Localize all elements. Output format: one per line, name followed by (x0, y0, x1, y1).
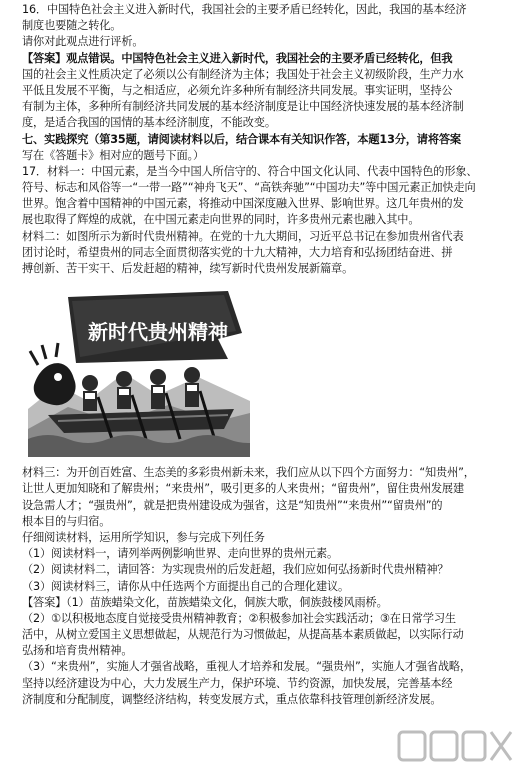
document-page (22, 2, 500, 708)
text-line: 请你对此观点进行评析。 (22, 35, 144, 49)
text-line: 【答案】（1）苗族蜡染文化，苗族蜡染文化，侗族大歌，侗族鼓楼风雨桥。 (22, 595, 388, 609)
text-line: 度，是适合我国的国情的基本经济制度，不能改变。 (22, 116, 276, 130)
text-line: 材料二：如图所示为新时代贵州精神。在党的十九大期间，习近平总书记在参加贵州省代表 (22, 229, 464, 243)
text-line: 济制度和分配制度，调整经济结构，转变发展方式，重点依靠科技管理创新经济发展。 (22, 692, 442, 706)
dragon-boat-icon (28, 289, 250, 457)
text-line: 展也取得了辉煌的成就，在中国元素走向世界的同时，许多贵州元素也融入其中。 (22, 213, 420, 227)
text-line: 七、实践探究（第35题，请阅读材料以后，结合课本有关知识作答，本题13分，请将答案 (22, 132, 461, 146)
text-line: 17．材料一：中国元素，是当今中国人所信守的、符合中国文化认同、代表中国特色的形象、 (22, 164, 478, 178)
text-block-bottom (22, 465, 500, 708)
text-line: 符号、标志和风俗等一“一带一路”“神舟飞天”、“高铁奔驰”“中国功夫”等中国元素正加快走向 (22, 181, 476, 195)
text-line: 弘扬和培育贵州精神。 (22, 644, 133, 658)
text-line: （1）阅读材料一，请列举两例影响世界、走向世界的贵州元素。 (22, 547, 339, 561)
text-line: 搏创新、苦干实干、后发赶超的精神，续写新时代贵州发展新篇章。 (22, 262, 354, 275)
text-block-top (22, 2, 500, 277)
text-line: 团讨论时，希望贵州的同志全面贯彻落实党的十九大精神，大力培育和弘扬团结奋进、拼 (22, 245, 453, 259)
text-line: 制度也要随之转化。 (22, 19, 122, 33)
text-line: 写在《答题卡》相对应的题号下面。） (22, 148, 205, 162)
banner-title: 新时代贵州精神 (88, 320, 228, 345)
text-line: （3）阅读材料三，请你从中任选两个方面提出自己的合理化建议。 (22, 579, 350, 593)
guizhou-spirit-illustration (28, 289, 250, 457)
text-line: （2）阅读材料二，请回答：为实现贵州的后发赶超，我们应如何弘扬新时代贵州精神？ (22, 563, 449, 577)
text-line: （3）“来贵州”，实施人才强省战略，重视人才培养和发展。“强贵州”，实施人才强省战略， (22, 660, 471, 674)
watermark-logo-icon (397, 726, 515, 766)
text-line: 仔细阅读材料，运用所学知识，参与完成下列任务 (22, 530, 265, 544)
text-line: 【答案】观点错误。中国特色社会主义进入新时代，我国社会的主要矛盾已经转化，但我 (22, 51, 453, 65)
text-line: 有制为主体，多种所有制经济共同发展的基本经济制度是让中国经济快速发展的基本经济制 (22, 100, 464, 114)
text-line: 国的社会主义性质决定了必须以公有制经济为主体；我国处于社会主义初级阶段，生产力水 (22, 67, 464, 81)
text-line: 平低且发展不平衡，与之相适应，必须允许多种所有制经济共同发展。事实证明，坚持公 (22, 83, 453, 97)
text-line: 让世人更加知晓和了解贵州；“来贵州”，吸引更多的人来贵州；“留贵州”，留住贵州发展建 (22, 482, 465, 496)
text-line: 根本目的与归宿。 (22, 514, 111, 528)
text-line: 坚持以经济建设为中心，大力发展生产力，保护环境、节约资源，加快发展，完善基本经 (22, 676, 453, 690)
text-line: 材料三：为开创百姓富、生态美的多彩贵州新未来，我们应从以下四个方面努力：“知贵州”， (22, 466, 475, 480)
text-line: 活中，从树立爱国主义思想做起，从规范行为习惯做起，从提高基本素质做起，以实际行动 (22, 628, 464, 642)
text-line: 设急需人才；“强贵州”，就是把贵州建设成为强省，这是“知贵州”“来贵州”“留贵州”的 (22, 498, 443, 512)
text-line: 16．中国特色社会主义进入新时代，我国社会的主要矛盾已经转化，因此，我国的基本经济 (22, 3, 467, 16)
text-line: 世界。饱含着中国精神的中国元素，将推动中国深度融入世界、影响世界。这几年贵州的发 (22, 197, 464, 211)
text-line: （2）①以积极地态度自觉接受贵州精神教育；②积极参加社会实践活动；③在日常学习生 (22, 611, 456, 625)
